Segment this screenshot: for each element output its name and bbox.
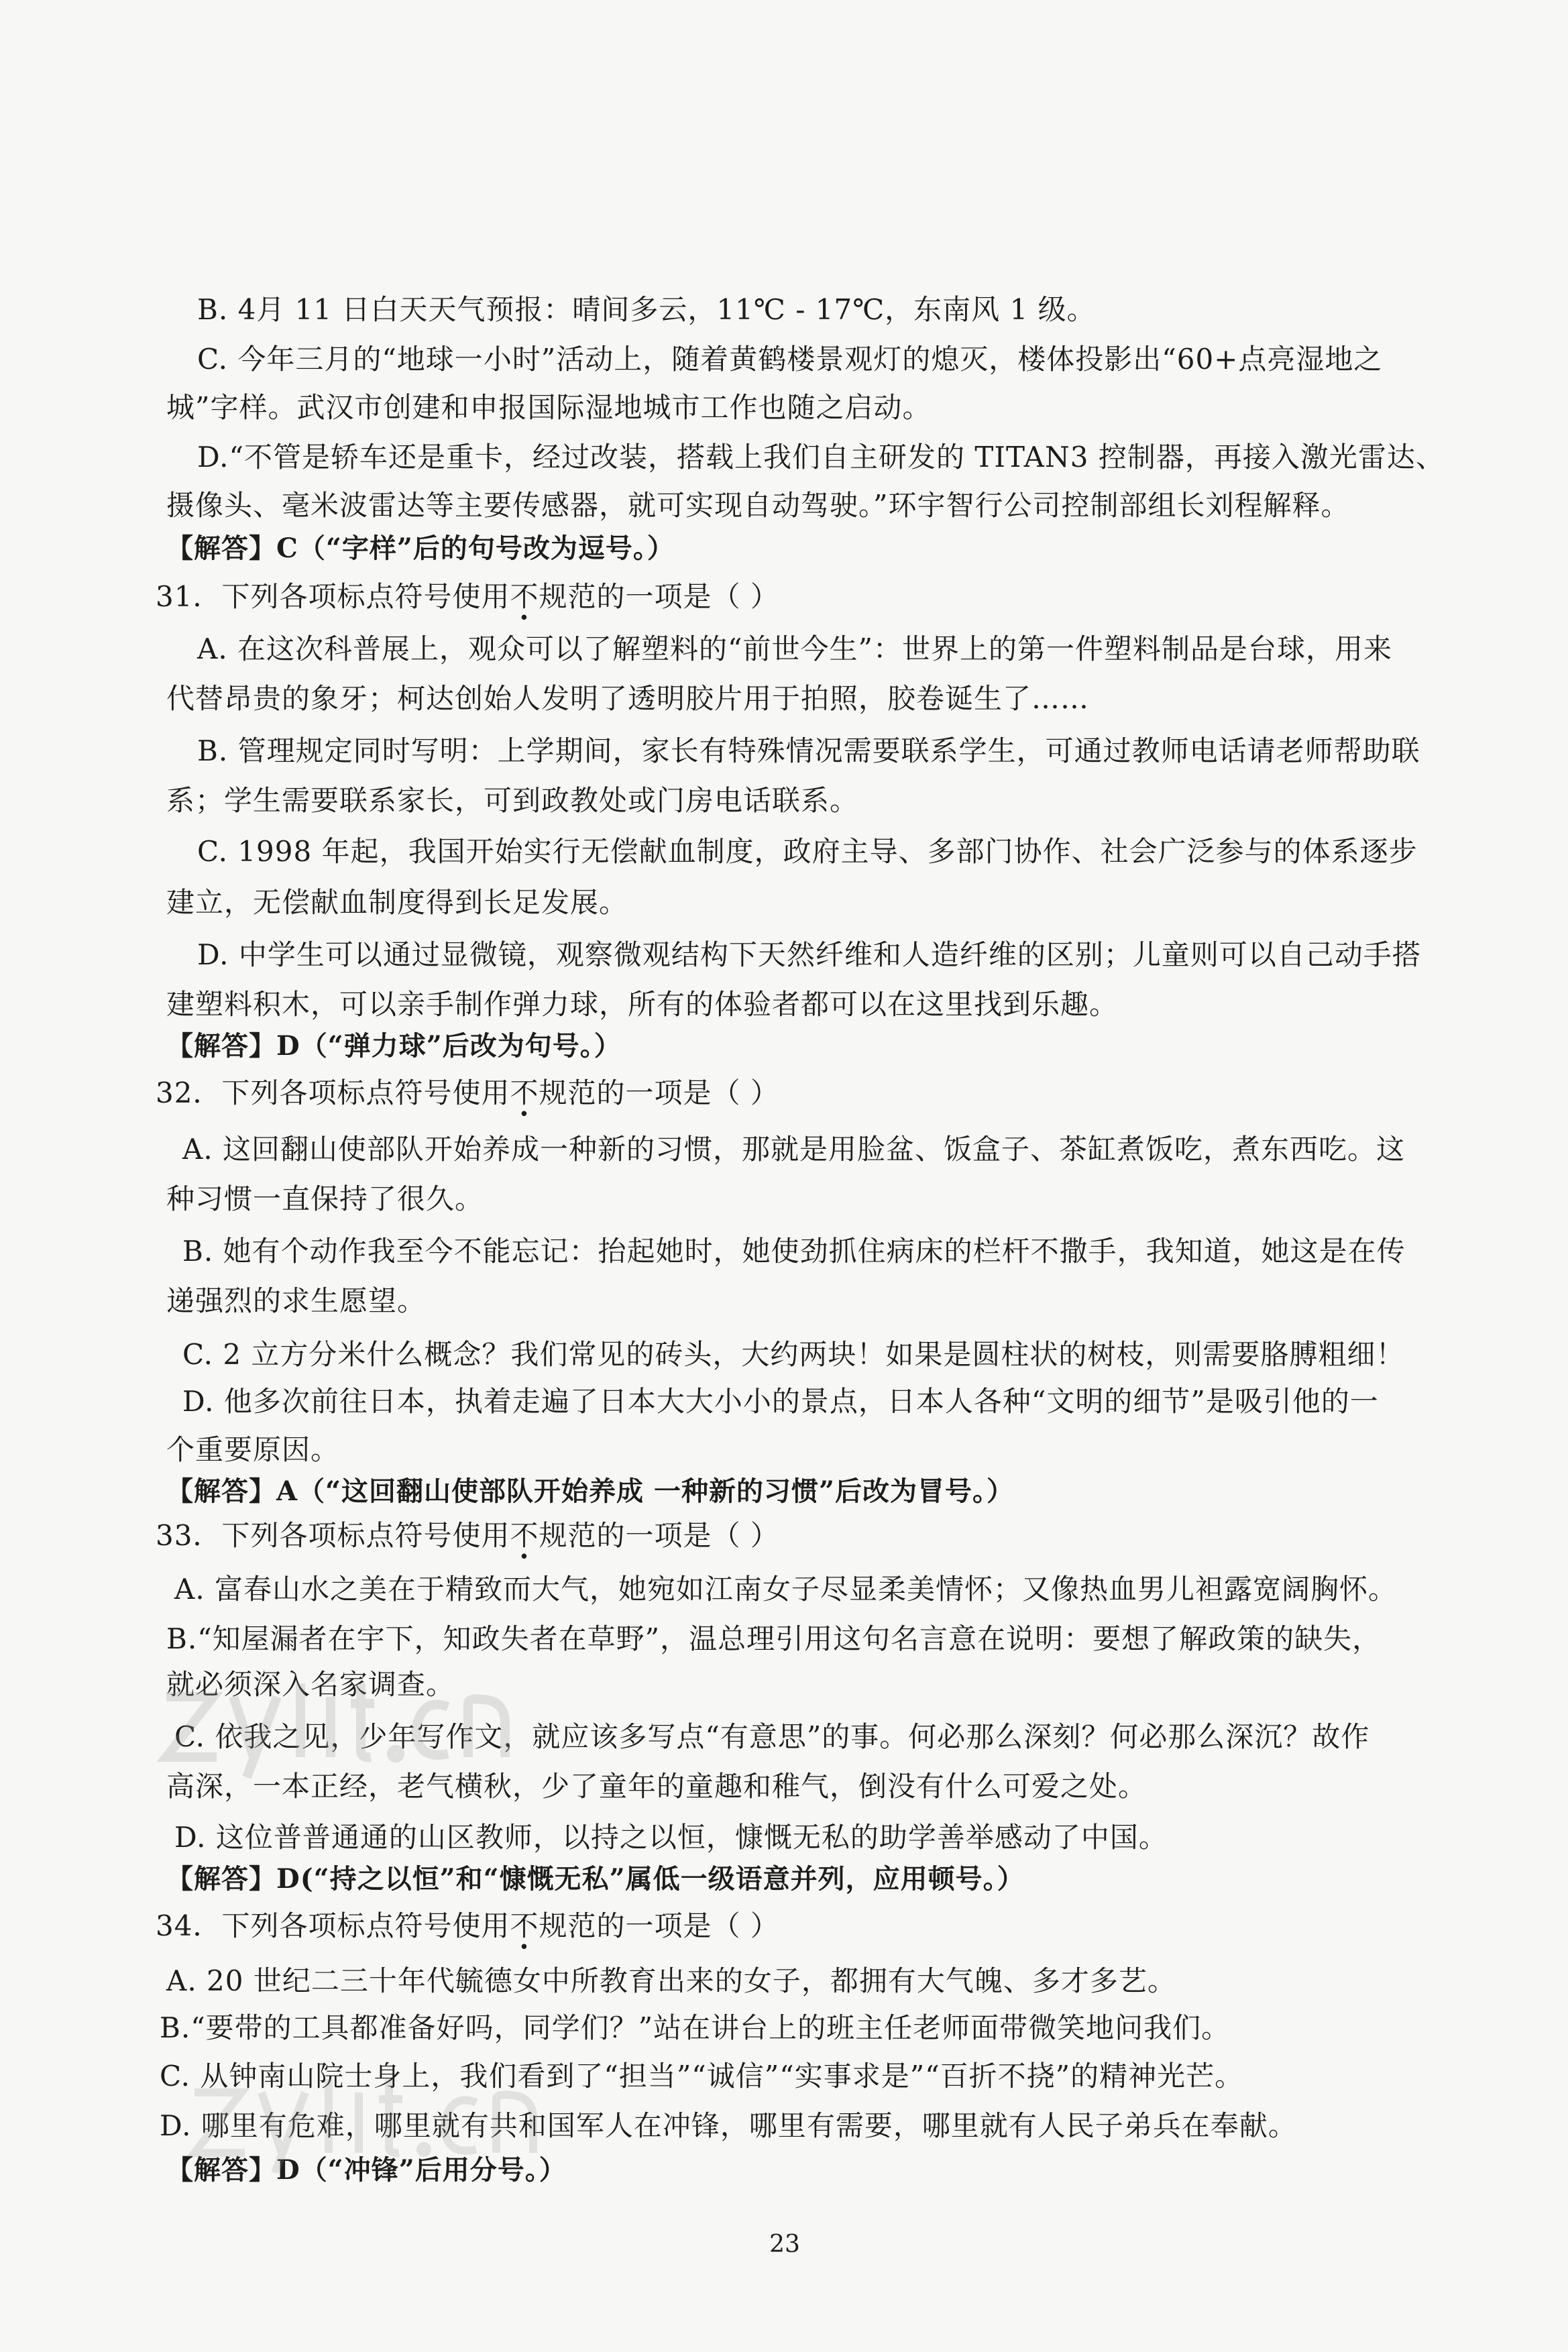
q31-option-a-line2: 代替昂贵的象牙；柯达创始人发明了透明胶片用于拍照，胶卷诞生了…… (166, 682, 1090, 715)
q34-stem-part1: 34．下列各项标点符号使用 (156, 1909, 510, 1942)
q30-option-d-line1: D.“不管是轿车还是重卡，经过改装，搭载上我们自主研发的 TITAN3 控制器，再接入激光雷达、 (197, 441, 1445, 473)
q32-stem (156, 1073, 779, 1125)
q30-answer-text: C（“字样”后的句号改为逗号。） (276, 533, 675, 564)
q33-option-b-line2: 就必须深入名家调查。 (166, 1668, 455, 1701)
q33-option-a-line1: A. 富春山水之美在于精致而大气，她宛如江南女子尽显柔美情怀；又像热血男儿袒露宽阔胸怀。 (174, 1573, 1398, 1606)
answer-tag: 【解答】 (166, 1030, 276, 1062)
q33-option-d-line1: D. 这位普普通通的山区教师，以持之以恒，慷慨无私的助学善举感动了中国。 (174, 1821, 1168, 1854)
q34-option-c-line1: C. 从钟南山院士身上，我们看到了“担当”“诚信”“实事求是”“百折不挠”的精神光芒。 (160, 2060, 1244, 2092)
q31-option-d-line2: 建塑料积木，可以亲手制作弹力球，所有的体验者都可以在这里找到乐趣。 (166, 988, 1119, 1021)
q31-option-b-line2: 系；学生需要联系家长，可到政教处或门房电话联系。 (166, 784, 859, 817)
q30-answer (166, 528, 675, 569)
watermark-graphic (153, 1670, 569, 1784)
q32-option-c-line1: C. 2 立方分米什么概念？我们常见的砖头，大约两块！如果是圆柱状的树枝，则需要胳膊粗细！ (182, 1338, 1405, 1371)
q31-answer (166, 1026, 622, 1066)
q33-stem (156, 1516, 779, 1567)
watermark-logo-2 (181, 2066, 583, 2198)
q32-stem-part1: 32．下列各项标点符号使用 (156, 1076, 510, 1109)
answer-tag: 【解答】 (166, 1863, 276, 1895)
q31-option-c-line1: C. 1998 年起，我国开始实行无偿献血制度，政府主导、多部门协作、社会广泛参与的体系逐步 (197, 835, 1418, 868)
q33-answer-text: D(“持之以恒”和“慷慨无私”属低一级语意并列，应用顿号。） (276, 1863, 1025, 1895)
q34-emphasis (510, 1909, 539, 1958)
q32-option-a-line2: 种习惯一直保持了很久。 (166, 1182, 484, 1215)
q33-emphasis (510, 1519, 539, 1567)
watermark-graphic-2 (181, 2066, 583, 2173)
q31-answer-text: D（“弹力球”后改为句号。） (276, 1030, 622, 1062)
q34-option-b-line1: B.“要带的工具都准备好吗，同学们？”站在讲台上的班主任老师面带微笑地问我们。 (160, 2011, 1231, 2044)
q31-option-d-line1: D. 中学生可以通过显微镜，观察微观结构下天然纤维和人造纤维的区别；儿童则可以自己动手搭 (197, 938, 1421, 971)
q32-stem-part2: 规范的一项是（ ） (539, 1076, 779, 1109)
q33-stem-part1: 33．下列各项标点符号使用 (156, 1519, 510, 1552)
q32-answer (166, 1471, 1014, 1512)
q33-option-c-line2: 高深，一本正经，老气横秋，少了童年的童趣和稚气，倒没有什么可爱之处。 (166, 1770, 1147, 1803)
q31-emphasis-char: 不 (510, 580, 539, 613)
q33-emphasis-char: 不 (510, 1519, 539, 1552)
q33-answer (166, 1859, 1025, 1899)
q32-option-a-line1: A. 这回翻山使部队开始养成一种新的习惯，那就是用脸盆、饭盒子、茶缸煮饭吃，煮东西吃。这 (182, 1133, 1406, 1166)
q34-emphasis-char: 不 (510, 1909, 539, 1942)
q31-stem-part1: 31．下列各项标点符号使用 (156, 580, 510, 613)
emphasis-dot: • (518, 1105, 530, 1125)
q33-option-b-line1: B.“知屋漏者在宇下，知政失者在草野”，温总理引用这句名言意在说明：要想了解政策的缺失， (166, 1622, 1382, 1655)
q34-stem-part2: 规范的一项是（ ） (539, 1909, 779, 1942)
q30-option-d-line2: 摄像头、毫米波雷达等主要传感器，就可实现自动驾驶。”环宇智行公司控制部组长刘程解释。 (166, 489, 1350, 522)
answer-tag: 【解答】 (166, 2154, 276, 2186)
q30-option-b: B. 4月 11 日白天天气预报：晴间多云，11℃ - 17℃，东南风 1 级。 (197, 293, 1096, 326)
answer-tag: 【解答】 (166, 533, 276, 564)
q30-option-c-line2: 城”字样。武汉市创建和申报国际湿地城市工作也随之启动。 (166, 391, 932, 424)
q33-stem-part2: 规范的一项是（ ） (539, 1519, 779, 1552)
q32-answer-text: A（“这回翻山使部队开始养成 一种新的习惯”后改为冒号。） (276, 1475, 1014, 1507)
answer-tag: 【解答】 (166, 1475, 276, 1507)
q32-option-d-line1: D. 他多次前往日本，执着走遍了日本大大小小的景点，日本人各种“文明的细节”是吸引他的一 (182, 1385, 1379, 1418)
q31-option-c-line2: 建立，无偿献血制度得到长足发展。 (166, 886, 628, 919)
q34-answer-text: D（“冲锋”后用分号。） (276, 2154, 567, 2186)
q31-stem (156, 577, 779, 628)
page-number: 23 (769, 2231, 800, 2258)
q31-option-a-line1: A. 在这次科普展上，观众可以了解塑料的“前世今生”：世界上的第一件塑料制品是台球，用来 (197, 632, 1392, 665)
q33-option-c-line1: C. 依我之见，少年写作文，就应该多写点“有意思”的事。何必那么深刻？何必那么深沉？故作 (174, 1720, 1370, 1753)
emphasis-dot: • (518, 1938, 530, 1958)
watermark-logo (153, 1670, 569, 1809)
q31-emphasis (510, 580, 539, 628)
q31-option-b-line1: B. 管理规定同时写明：上学期间，家长有特殊情况需要联系学生，可通过教师电话请老师帮助联 (197, 734, 1420, 767)
q32-option-b-line2: 递强烈的求生愿望。 (166, 1284, 427, 1317)
q32-emphasis (510, 1076, 539, 1125)
emphasis-dot: • (518, 608, 530, 628)
q30-option-c-line1: C. 今年三月的“地球一小时”活动上，随着黄鹤楼景观灯的熄灭，楼体投影出“60+点亮湿地之 (197, 343, 1383, 376)
emphasis-dot: • (518, 1547, 530, 1567)
q32-option-d-line2: 个重要原因。 (166, 1433, 340, 1466)
q34-option-d-line1: D. 哪里有危难，哪里就有共和国军人在冲锋，哪里有需要，哪里就有人民子弟兵在奉献。 (160, 2109, 1297, 2142)
q31-stem-part2: 规范的一项是（ ） (539, 580, 779, 613)
q32-option-b-line1: B. 她有个动作我至今不能忘记：抬起她时，她使劲抓住病床的栏杆不撒手，我知道，她这是在传 (182, 1235, 1406, 1268)
q34-option-a-line1: A. 20 世纪二三十年代毓德女中所教育出来的女子，都拥有大气魄、多才多艺。 (166, 1964, 1176, 1997)
q32-emphasis-char: 不 (510, 1076, 539, 1109)
q34-stem (156, 1906, 779, 1958)
